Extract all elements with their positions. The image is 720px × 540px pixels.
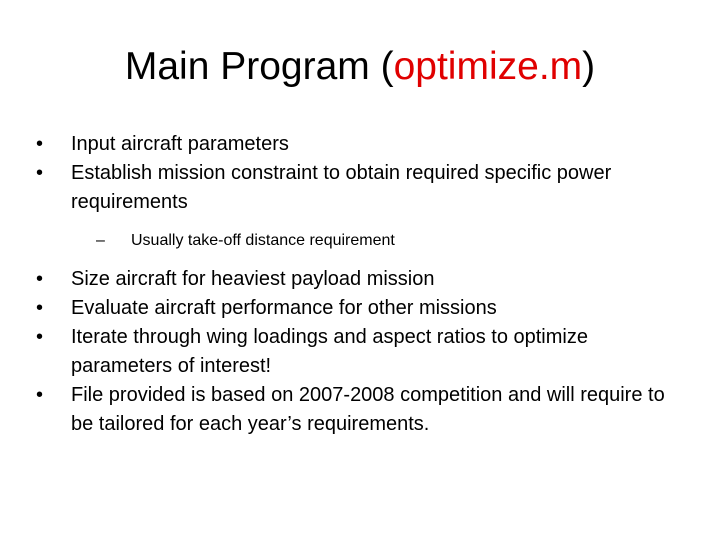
bullet-text: Establish mission constraint to obtain required specific power requirements — [71, 162, 612, 213]
sub-bullet-item — [71, 230, 686, 252]
bullet-item — [36, 323, 686, 381]
bullet-list — [36, 130, 686, 439]
bullet-dot-icon: • — [36, 326, 44, 348]
bullet-item — [36, 265, 686, 294]
bullet-dot-icon: • — [36, 162, 44, 184]
bullet-text: Input aircraft parameters — [71, 133, 289, 155]
bullet-dot-icon: • — [36, 297, 44, 319]
sub-bullet-text: Usually take-off distance requirement — [131, 232, 395, 249]
sub-bullet-dash-icon: – — [96, 232, 105, 249]
bullet-text: Evaluate aircraft performance for other missions — [71, 297, 497, 319]
bullet-text: Iterate through wing loadings and aspect ratios to optimize parameters of interest! — [71, 326, 588, 377]
title-suffix: ) — [582, 45, 596, 88]
bullet-text: File provided is based on 2007-2008 competition and will require to be tailored for each year’s requirements. — [71, 384, 665, 435]
bullet-item — [36, 294, 686, 323]
bullet-item — [36, 159, 686, 217]
bullet-item — [36, 130, 686, 159]
title-filename: optimize.m — [393, 45, 583, 88]
bullet-dot-icon: • — [36, 133, 44, 155]
bullet-text: Size aircraft for heaviest payload mission — [71, 268, 435, 290]
bullet-item — [36, 381, 686, 439]
bullet-dot-icon: • — [36, 384, 44, 406]
title-prefix: Main Program ( — [124, 45, 394, 88]
bullet-dot-icon: • — [36, 268, 44, 290]
slide-title — [0, 40, 720, 94]
